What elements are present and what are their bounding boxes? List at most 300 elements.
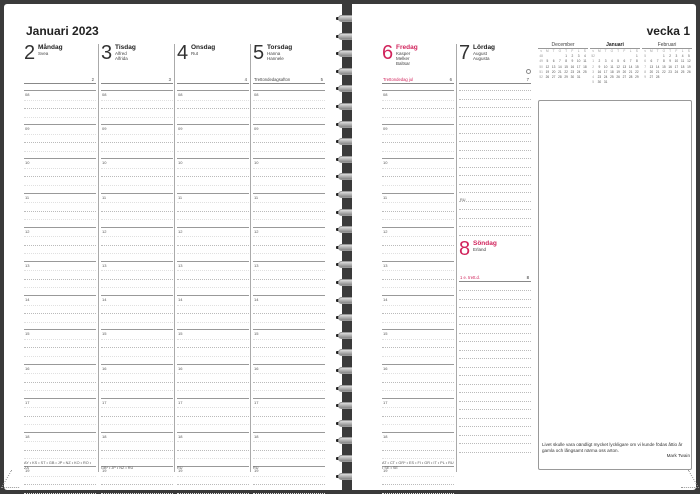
weekday-label: L	[577, 49, 580, 53]
hour-slot[interactable]	[101, 398, 173, 432]
half-hour-line	[177, 313, 249, 314]
hour-slot[interactable]	[177, 261, 249, 295]
half-hour-line	[253, 176, 325, 177]
day-of-year: 6	[449, 77, 452, 82]
day-column	[253, 42, 325, 474]
hour-slot[interactable]	[253, 398, 325, 432]
hour-slot[interactable]	[101, 432, 173, 466]
date-cell: 25	[610, 75, 614, 80]
half-hour-line	[24, 142, 96, 143]
name-days: Erland	[473, 247, 487, 252]
saturday-footer: RU	[460, 198, 466, 202]
date-cell: 3	[604, 59, 607, 64]
holiday-line[interactable]	[459, 76, 531, 84]
hour-slots	[177, 90, 249, 494]
page-corner-right	[671, 470, 699, 488]
date-cell	[582, 75, 588, 80]
quarter-line	[177, 458, 249, 459]
hour-slot[interactable]	[24, 227, 96, 261]
holiday-line[interactable]	[459, 274, 531, 282]
write-line	[459, 358, 531, 359]
quarter-line	[382, 151, 454, 152]
quarter-line	[253, 339, 325, 340]
quarter-line	[253, 476, 325, 477]
hour-slot[interactable]	[382, 158, 454, 192]
weekday-label: O	[610, 49, 614, 53]
write-line	[459, 209, 531, 210]
hour-slot[interactable]	[177, 158, 249, 192]
date-cell: 5	[687, 54, 690, 59]
weekday-label: F	[623, 49, 626, 53]
hour-slot[interactable]	[177, 124, 249, 158]
quarter-line	[101, 322, 173, 323]
date-cell: 4	[681, 54, 684, 59]
holiday-line[interactable]	[177, 76, 249, 84]
date-cell: 13	[622, 64, 627, 69]
hour-label: 09	[102, 126, 107, 132]
hour-slot[interactable]	[177, 466, 249, 494]
hour-slot[interactable]	[177, 90, 249, 124]
hour-slot[interactable]	[101, 227, 173, 261]
hour-slot[interactable]	[253, 90, 325, 124]
write-line	[459, 107, 531, 108]
day-header	[382, 42, 454, 76]
hour-label: 17	[254, 399, 259, 405]
write-line	[459, 218, 531, 219]
half-hour-line	[382, 347, 454, 348]
hour-slot[interactable]	[382, 295, 454, 329]
quarter-line	[24, 117, 96, 118]
hour-label: 09	[383, 126, 388, 132]
hour-label: 19	[383, 468, 388, 474]
date-cell: 17	[576, 64, 581, 69]
quarter-line	[382, 458, 454, 459]
hour-slot[interactable]	[24, 158, 96, 192]
quarter-line	[24, 270, 96, 271]
weekday-label: T	[656, 49, 659, 53]
half-hour-line	[177, 245, 249, 246]
right-page	[352, 4, 696, 490]
date-cell: 18	[680, 64, 685, 69]
half-hour-line	[177, 108, 249, 109]
holiday-line[interactable]	[253, 76, 325, 84]
date-cell: 8	[565, 59, 568, 64]
half-hour-line	[24, 416, 96, 417]
hour-slot[interactable]	[24, 124, 96, 158]
hour-label: 18	[254, 433, 259, 439]
quarter-line	[177, 270, 249, 271]
hour-slot[interactable]	[101, 329, 173, 363]
quarter-line	[101, 493, 173, 494]
write-line	[459, 290, 531, 291]
column-divider	[174, 44, 175, 472]
hour-slot[interactable]	[177, 432, 249, 466]
quarter-line	[382, 253, 454, 254]
hour-slot[interactable]	[382, 90, 454, 124]
holiday-line[interactable]	[24, 76, 96, 84]
date-cell: 23	[668, 69, 672, 74]
quarter-line	[101, 236, 173, 237]
quarter-line	[253, 253, 325, 254]
week-number: 1	[592, 59, 595, 64]
write-line	[459, 226, 531, 227]
date-cell: 6	[623, 59, 626, 64]
write-line	[459, 341, 531, 342]
day-column	[382, 42, 454, 474]
quarter-line	[253, 390, 325, 391]
hour-slot[interactable]	[253, 227, 325, 261]
quarter-line	[24, 373, 96, 374]
hour-slots	[382, 90, 454, 494]
quarter-line	[177, 493, 249, 494]
hour-slot[interactable]	[253, 364, 325, 398]
half-hour-line	[382, 450, 454, 451]
quarter-line	[101, 356, 173, 357]
half-hour-line	[101, 347, 173, 348]
weekday-label: T	[604, 49, 607, 53]
half-hour-line	[101, 108, 173, 109]
quarter-line	[101, 373, 173, 374]
quarter-line	[101, 100, 173, 101]
hour-slot[interactable]	[177, 227, 249, 261]
half-hour-line	[382, 142, 454, 143]
hour-slot[interactable]	[177, 364, 249, 398]
quarter-line	[253, 270, 325, 271]
half-hour-line	[24, 245, 96, 246]
hour-label: 13	[254, 262, 259, 268]
hour-slot[interactable]	[24, 295, 96, 329]
quarter-line	[253, 100, 325, 101]
quarter-line	[253, 424, 325, 425]
date-cell: 10	[576, 59, 581, 64]
quarter-line	[101, 134, 173, 135]
day-header	[24, 42, 96, 76]
hour-label: 19	[178, 468, 183, 474]
hour-slot[interactable]	[253, 158, 325, 192]
quarter-line	[24, 168, 96, 169]
weekday-label: M	[598, 49, 601, 53]
hour-label: 16	[254, 365, 259, 371]
quarter-line	[382, 441, 454, 442]
hour-slot[interactable]	[382, 227, 454, 261]
date-cell: 12	[687, 59, 691, 64]
quarter-line	[101, 287, 173, 288]
week-number: 5	[592, 80, 595, 85]
quarter-line	[253, 168, 325, 169]
notes-box[interactable]	[538, 100, 692, 470]
quarter-line	[24, 493, 96, 494]
quarter-line	[177, 339, 249, 340]
day-of-year: 5	[320, 77, 323, 82]
hour-slot[interactable]	[382, 466, 454, 494]
hour-slot[interactable]	[177, 295, 249, 329]
date-cell: 28	[628, 75, 633, 80]
mini-calendar	[642, 42, 692, 80]
hour-slot[interactable]	[253, 466, 325, 494]
quarter-line	[101, 424, 173, 425]
half-hour-line	[253, 245, 325, 246]
half-hour-line	[253, 484, 325, 485]
week-number: 49	[539, 59, 543, 64]
half-hour-line	[382, 279, 454, 280]
half-hour-line	[24, 108, 96, 109]
quarter-line	[24, 100, 96, 101]
hour-slot[interactable]	[253, 432, 325, 466]
date-cell: 18	[583, 64, 587, 69]
hour-slot[interactable]	[101, 364, 173, 398]
date-cell: 17	[674, 64, 679, 69]
column-divider	[98, 44, 99, 472]
date-cell: 1	[635, 54, 638, 59]
name-days: Hanna Hannele	[267, 51, 284, 62]
quarter-line	[253, 219, 325, 220]
hour-label: 11	[383, 194, 388, 200]
write-line	[459, 426, 531, 427]
quarter-line	[177, 236, 249, 237]
quarter-line	[101, 151, 173, 152]
quarter-line	[177, 117, 249, 118]
date-cell: 19	[616, 69, 620, 74]
quarter-line	[253, 117, 325, 118]
date-cell: 26	[616, 75, 620, 80]
date-cell: 27	[622, 75, 627, 80]
week-number: 4	[592, 75, 595, 80]
write-line	[459, 367, 531, 368]
quarter-line	[253, 322, 325, 323]
hour-slot[interactable]	[24, 261, 96, 295]
hour-slot[interactable]	[253, 193, 325, 227]
quarter-line	[382, 390, 454, 391]
date-cell: 15	[635, 64, 639, 69]
name-days: Alfred Alfrida	[115, 51, 128, 62]
date-cell: 5	[617, 59, 620, 64]
hour-label: 10	[178, 160, 183, 166]
quarter-line	[101, 168, 173, 169]
quarter-line	[101, 441, 173, 442]
day-header	[459, 42, 531, 76]
date-cell: 10	[674, 59, 679, 64]
date-cell: 14	[655, 64, 660, 69]
hour-label: 19	[102, 468, 107, 474]
date-cell: 7	[656, 59, 659, 64]
hour-slot[interactable]	[177, 398, 249, 432]
date-cell: 23	[570, 69, 575, 74]
hour-slot[interactable]	[382, 329, 454, 363]
half-hour-line	[177, 450, 249, 451]
weekday-label: O	[558, 49, 562, 53]
hour-slot[interactable]	[101, 158, 173, 192]
hour-label: 19	[25, 468, 30, 474]
weekday-label: T	[669, 49, 672, 53]
date-cell: 3	[675, 54, 678, 59]
date-cell: 24	[674, 69, 679, 74]
half-hour-line	[382, 382, 454, 383]
quarter-line	[253, 151, 325, 152]
mini-calendar-grid	[642, 49, 692, 80]
hour-slot[interactable]	[177, 193, 249, 227]
hour-slot[interactable]	[101, 90, 173, 124]
column-divider	[250, 44, 251, 472]
weekday-label: T	[552, 49, 555, 53]
half-hour-line	[101, 245, 173, 246]
half-hour-line	[177, 347, 249, 348]
hour-slot[interactable]	[101, 295, 173, 329]
quarter-line	[101, 253, 173, 254]
hour-slot[interactable]	[101, 124, 173, 158]
hour-slot[interactable]	[177, 329, 249, 363]
half-hour-line	[101, 142, 173, 143]
half-hour-line	[177, 484, 249, 485]
hour-slot[interactable]	[253, 329, 325, 363]
quarter-line	[253, 134, 325, 135]
quarter-line	[382, 356, 454, 357]
hour-label: 12	[383, 228, 388, 234]
mini-calendar-grid	[538, 49, 588, 80]
date-cell: 26	[687, 69, 691, 74]
write-line	[459, 435, 531, 436]
date-cell: 16	[668, 64, 672, 69]
hour-label: 15	[25, 331, 30, 337]
column-divider	[456, 44, 457, 472]
hour-slot[interactable]	[253, 124, 325, 158]
hour-label: 13	[25, 262, 30, 268]
hour-label: 18	[383, 433, 388, 439]
hour-slot[interactable]	[24, 90, 96, 124]
date-cell: 18	[610, 69, 614, 74]
hour-slot[interactable]	[101, 193, 173, 227]
half-hour-line	[24, 450, 96, 451]
hour-slot[interactable]	[24, 364, 96, 398]
half-hour-line	[24, 313, 96, 314]
weekday-label: S	[687, 49, 690, 53]
quarter-line	[24, 458, 96, 459]
hour-slot[interactable]	[101, 261, 173, 295]
quarter-line	[101, 185, 173, 186]
half-hour-line	[24, 382, 96, 383]
date-cell: 27	[551, 75, 556, 80]
hour-label: 08	[254, 92, 259, 97]
hour-label: 18	[178, 433, 183, 439]
half-hour-line	[382, 313, 454, 314]
quote	[542, 442, 690, 459]
hour-slot[interactable]	[24, 398, 96, 432]
quarter-line	[101, 219, 173, 220]
weekday-label: v	[592, 49, 594, 53]
quarter-line	[177, 100, 249, 101]
hour-slot[interactable]	[24, 329, 96, 363]
hour-slot[interactable]	[253, 261, 325, 295]
week-number: 8	[644, 69, 647, 74]
quarter-line	[24, 219, 96, 220]
date-cell: 5	[546, 59, 549, 64]
hour-slot[interactable]	[24, 193, 96, 227]
hour-slot[interactable]	[382, 398, 454, 432]
day-of-year: 7	[526, 77, 529, 82]
write-line	[459, 418, 531, 419]
half-hour-line	[101, 450, 173, 451]
quarter-line	[101, 270, 173, 271]
hour-label: 09	[254, 126, 259, 132]
weekday-label: T	[617, 49, 620, 53]
quarter-line	[253, 185, 325, 186]
date-cell: 15	[662, 64, 666, 69]
hour-slot[interactable]	[24, 466, 96, 494]
quarter-line	[382, 373, 454, 374]
hour-label: 17	[25, 399, 30, 405]
hour-label: 18	[102, 433, 107, 439]
hour-slot[interactable]	[101, 466, 173, 494]
half-hour-line	[101, 313, 173, 314]
day-of-year: 8	[526, 275, 529, 280]
date-cell: 20	[649, 69, 654, 74]
quarter-line	[101, 476, 173, 477]
hour-slot[interactable]	[382, 364, 454, 398]
week-number: 48	[539, 54, 543, 59]
quarter-line	[253, 441, 325, 442]
holiday-line[interactable]	[382, 76, 454, 84]
day-number: 5	[253, 42, 265, 64]
half-hour-line	[177, 142, 249, 143]
hour-slot[interactable]	[253, 295, 325, 329]
write-line	[459, 324, 531, 325]
holiday-line[interactable]	[101, 76, 173, 84]
hour-slot[interactable]	[382, 193, 454, 227]
date-cell: 7	[558, 59, 561, 64]
week-number: 50	[539, 64, 543, 69]
write-line	[459, 124, 531, 125]
quarter-line	[24, 185, 96, 186]
half-hour-line	[253, 382, 325, 383]
quarter-line	[382, 322, 454, 323]
quarter-line	[382, 117, 454, 118]
quarter-line	[253, 202, 325, 203]
hour-slot[interactable]	[382, 261, 454, 295]
write-line	[459, 375, 531, 376]
quarter-line	[177, 151, 249, 152]
quarter-line	[177, 305, 249, 306]
half-hour-line	[24, 347, 96, 348]
hour-label: 15	[178, 331, 183, 337]
hour-slot[interactable]	[382, 124, 454, 158]
quote-author: Mark Twain	[666, 453, 690, 459]
quarter-line	[177, 424, 249, 425]
half-hour-line	[382, 484, 454, 485]
weekday-label: F	[571, 49, 574, 53]
half-hour-line	[24, 279, 96, 280]
date-cell: 9	[669, 59, 672, 64]
weekday-label: F	[675, 49, 678, 53]
day-name: Tisdag	[115, 44, 136, 51]
date-cell: 13	[649, 64, 654, 69]
date-cell: 19	[545, 69, 550, 74]
week-number: 3	[592, 69, 595, 74]
hour-label: 15	[383, 331, 388, 337]
week-number: 51	[539, 69, 543, 74]
hour-label: 17	[178, 399, 183, 405]
quarter-line	[177, 356, 249, 357]
half-hour-line	[177, 176, 249, 177]
half-hour-line	[24, 211, 96, 212]
date-cell: 28	[558, 75, 562, 80]
quarter-line	[177, 134, 249, 135]
hour-label: 10	[254, 160, 259, 166]
quarter-line	[177, 476, 249, 477]
week-title: vecka 1	[646, 24, 690, 38]
half-hour-line	[253, 108, 325, 109]
write-line	[459, 184, 531, 185]
quarter-line	[382, 476, 454, 477]
half-hour-line	[177, 416, 249, 417]
